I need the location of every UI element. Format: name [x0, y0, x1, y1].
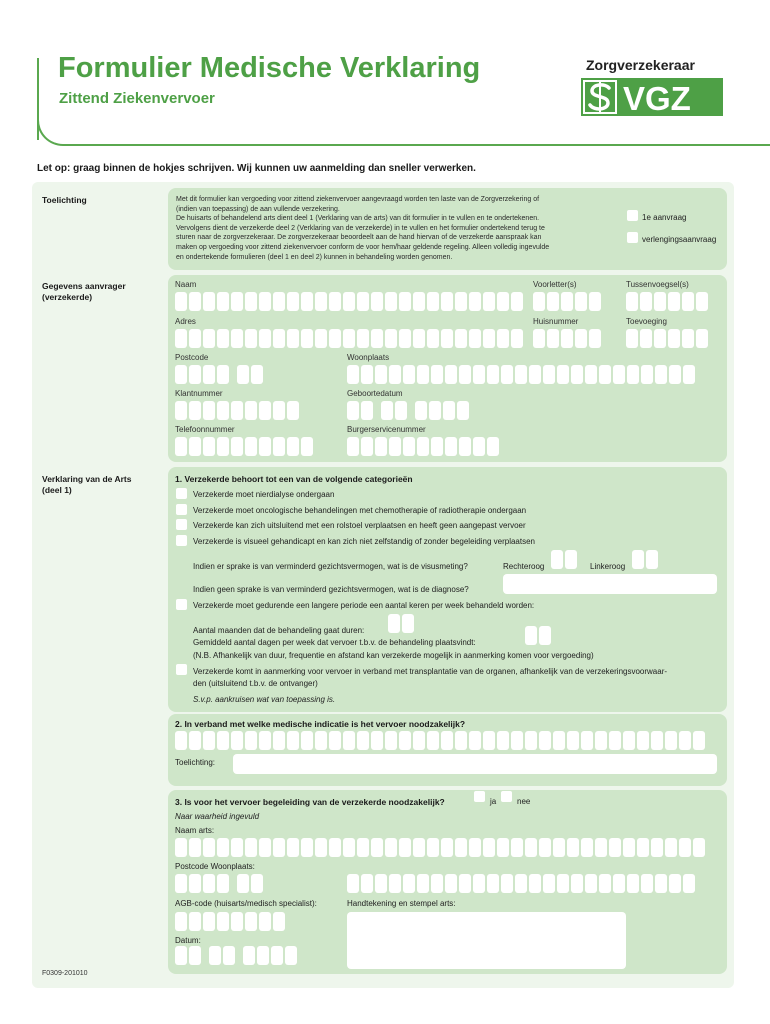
handtekening-field[interactable]: [347, 912, 626, 969]
label-toevoeging: Toevoeging: [626, 317, 667, 326]
option-oncologie: Verzekerde moet oncologische behandelingen met chemotherapie of radiotherapie ondergaan: [193, 506, 527, 515]
page-subtitle: Zittend Ziekenvervoer: [59, 90, 215, 107]
toelichting-field[interactable]: [233, 754, 717, 774]
checkbox-ja[interactable]: [474, 791, 485, 802]
checkbox-1e-aanvraag[interactable]: [627, 210, 638, 221]
form-code: F0309-201010: [42, 970, 88, 977]
checkbox-langere-periode[interactable]: [176, 599, 187, 610]
label-ja: ja: [490, 797, 497, 806]
label-handtekening: Handtekening en stempel arts:: [347, 899, 456, 908]
label-huisnummer: Huisnummer: [533, 317, 579, 326]
toelichting-text: Met dit formulier kan vergoeding voor zittend ziekenvervoer aangevraagd worden ten laste van de Zorgverzekering of (indien van toepassing) de aan vullende verzekering. De huisarts of behandelend arts dient deel 1 (Verklaring van de arts) van dit formulier in te vullen en te ondertekenen. Vervolgens dient de verzekerde deel 2 (Verklaring van de verzekerde) in te vullen en het formulier ondertekend terug te sturen naar de zorgverzekeraar. De zorgverzekeraar beoordeelt aan de hand hiervan of de verzekerde aanspraak kan maken op vergoeding voor zittend ziekenvervoer conform de voor hem/haar geldende regeling. Alleen volledig ingevulde en ondertekende formulieren (deel 1 en deel 2) kunnen in behandeling worden genomen.: [176, 196, 550, 261]
option-nierdialyse: Verzekerde moet nierdialyse ondergaan: [193, 490, 335, 499]
label-verlengingsaanvraag: verlengingsaanvraag: [642, 235, 717, 244]
naam-arts-boxes[interactable]: [175, 838, 705, 857]
label-agb: AGB-code (huisarts/medisch specialist):: [175, 899, 317, 908]
dagen-boxes[interactable]: [525, 626, 551, 645]
agb-boxes[interactable]: [175, 912, 285, 931]
label-maanden: Aantal maanden dat de behandeling gaat duren:: [193, 626, 365, 635]
label-nee: nee: [517, 797, 531, 806]
svp-note: S.v.p. aankruisen wat van toepassing is.: [193, 695, 336, 704]
geboortedatum-boxes[interactable]: [347, 401, 469, 420]
q1-title: 1. Verzekerde behoort tot een van de volgende categorieën: [175, 474, 413, 484]
label-rechteroog: Rechteroog: [503, 562, 545, 571]
label-1e-aanvraag: 1e aanvraag: [642, 213, 687, 222]
naar-waarheid-text: Naar waarheid ingevuld: [175, 812, 260, 821]
label-postcode: Postcode: [175, 353, 209, 362]
q2-title: 2. In verband met welke medische indicatie is het vervoer noodzakelijk?: [175, 719, 466, 729]
page-title: Formulier Medische Verklaring: [58, 52, 481, 84]
arts-postcode-boxes[interactable]: [175, 874, 263, 893]
label-naam: Naam: [175, 280, 197, 289]
label-tussenvoegsels: Tussenvoegsel(s): [626, 280, 689, 289]
notice-text: Let op: graag binnen de hokjes schrijven. Wij kunnen uw aanmelding dan sneller verwerken.: [37, 163, 476, 174]
brand-label: Zorgverzekeraar: [586, 57, 695, 73]
woonplaats-boxes[interactable]: [347, 365, 695, 384]
label-bsn: Burgerservicenummer: [347, 425, 426, 434]
label-postcode-woonplaats: Postcode Woonplaats:: [175, 862, 255, 871]
section-label-gegevens: Gegevens aanvrager (verzekerde): [42, 281, 126, 302]
q3-title: 3. Is voor het vervoer begeleiding van de verzekerde noodzakelijk?: [175, 797, 445, 807]
telefoonnummer-boxes[interactable]: [175, 437, 313, 456]
visus-question: Indien er sprake is van verminderd gezichtsvermogen, wat is de visusmeting?: [193, 562, 468, 571]
rechteroog-boxes[interactable]: [551, 550, 577, 569]
checkbox-oncologie[interactable]: [176, 504, 187, 515]
diagnose-question: Indien geen sprake is van verminderd gezichtsvermogen, wat is de diagnose?: [193, 585, 469, 594]
svg-text:VGZ: VGZ: [623, 80, 691, 116]
label-geboortedatum: Geboortedatum: [347, 389, 403, 398]
checkbox-visueel[interactable]: [176, 535, 187, 546]
checkbox-transplantatie[interactable]: [176, 664, 187, 675]
adres-boxes[interactable]: [175, 329, 523, 348]
label-klantnummer: Klantnummer: [175, 389, 223, 398]
naam-boxes[interactable]: [175, 292, 523, 311]
header-frame-rule: [66, 144, 770, 146]
header-frame-corner: [37, 116, 67, 146]
option-transplantatie-line1: Verzekerde komt in aanmerking voor vervoer in verband met transplantatie van de organen, afhankelijk van de verzekeringsvoorwaar-: [193, 667, 668, 676]
section-label-toelichting: Toelichting: [42, 195, 87, 205]
maanden-boxes[interactable]: [388, 614, 414, 633]
datum-boxes[interactable]: [175, 946, 297, 965]
label-linkeroog: Linkeroog: [590, 562, 626, 571]
vgz-logo: [581, 78, 723, 116]
huisnummer-boxes[interactable]: [533, 329, 601, 348]
label-voorletters: Voorletter(s): [533, 280, 577, 289]
option-transplantatie-line2: den (uitsluitend t.b.v. de ontvanger): [193, 679, 318, 688]
section-label-verklaring: Verklaring van de Arts (deel 1): [42, 474, 132, 495]
checkbox-nee[interactable]: [501, 791, 512, 802]
linkeroog-boxes[interactable]: [632, 550, 658, 569]
label-adres: Adres: [175, 317, 196, 326]
diagnose-field[interactable]: [503, 574, 717, 594]
option-visueel: Verzekerde is visueel gehandicapt en kan zich niet zelfstandig of zonder begeleiding verplaatsen: [193, 537, 535, 546]
bsn-boxes[interactable]: [347, 437, 499, 456]
label-dagen: Gemiddeld aantal dagen per week dat vervoer t.b.v. de behandeling plaatsvindt:: [193, 638, 476, 647]
checkbox-nierdialyse[interactable]: [176, 488, 187, 499]
tussenvoegsels-boxes[interactable]: [626, 292, 708, 311]
indicatie-boxes[interactable]: [175, 731, 705, 750]
nb-text: (N.B. Afhankelijk van duur, frequentie en afstand kan verzekerde mogelijk in aanmerking komen voor vergoeding): [193, 651, 594, 660]
label-naam-arts: Naam arts:: [175, 826, 215, 835]
option-rolstoel: Verzekerde kan zich uitsluitend met een rolstoel verplaatsen en heeft geen aangepast vervoer: [193, 521, 526, 530]
voorletters-boxes[interactable]: [533, 292, 601, 311]
arts-woonplaats-boxes[interactable]: [347, 874, 695, 893]
postcode-boxes[interactable]: [175, 365, 263, 384]
checkbox-verlengingsaanvraag[interactable]: [627, 232, 638, 243]
toevoeging-boxes[interactable]: [626, 329, 708, 348]
checkbox-rolstoel[interactable]: [176, 519, 187, 530]
option-langere-periode: Verzekerde moet gedurende een langere periode een aantal keren per week behandeld worden:: [193, 601, 535, 610]
label-toelichting-q2: Toelichting:: [175, 758, 216, 767]
label-telefoonnummer: Telefoonnummer: [175, 425, 235, 434]
label-datum: Datum:: [175, 936, 201, 945]
label-woonplaats: Woonplaats: [347, 353, 390, 362]
klantnummer-boxes[interactable]: [175, 401, 299, 420]
